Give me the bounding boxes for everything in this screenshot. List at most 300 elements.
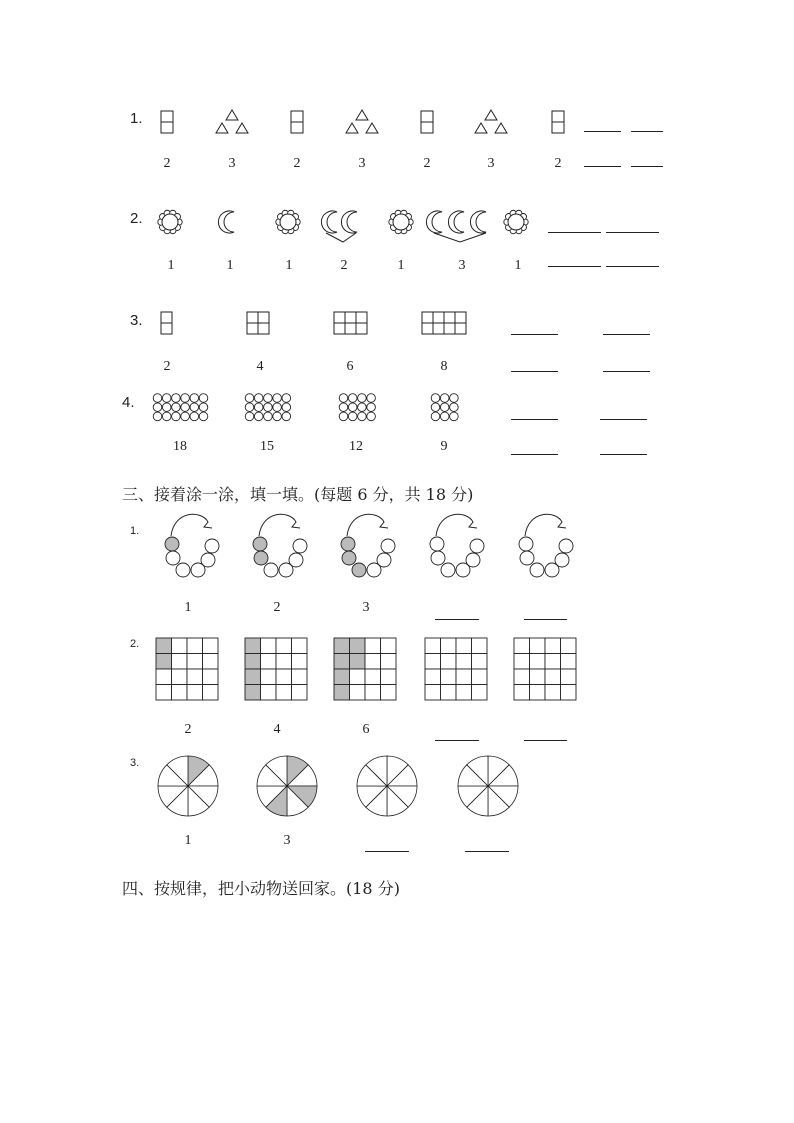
grid-cell — [245, 654, 261, 670]
q1-number: 2 — [423, 156, 431, 171]
moon-bracket — [434, 233, 486, 242]
array-circle — [264, 403, 273, 412]
bead-string — [171, 514, 212, 536]
array-circle — [431, 394, 440, 403]
array-circle — [245, 403, 254, 412]
triangle-icon — [356, 110, 368, 120]
grid-cell — [441, 685, 457, 701]
bead — [342, 551, 356, 565]
s3-q1-number: 3 — [362, 600, 370, 615]
grid-cell — [172, 669, 188, 685]
s3-q1-number: 1 — [184, 600, 192, 615]
grid-cell — [472, 669, 488, 685]
grid-cell — [381, 669, 397, 685]
array-circle — [153, 412, 162, 421]
square-grid — [161, 312, 172, 334]
s3-q3-pie-circles — [155, 754, 535, 818]
array-circle — [348, 403, 357, 412]
grid-cell — [472, 638, 488, 654]
grid-cell — [365, 638, 381, 654]
array-circle — [367, 394, 376, 403]
pie-circle — [158, 756, 218, 816]
grid-cell — [545, 669, 561, 685]
grid-cell — [441, 638, 457, 654]
grid-cell — [345, 323, 356, 334]
q1-number: 3 — [487, 156, 495, 171]
q3-number: 4 — [256, 359, 264, 374]
flower-center — [280, 214, 296, 230]
grid-cell — [203, 654, 219, 670]
grid-cell — [245, 669, 261, 685]
q4-label: 4. — [122, 394, 135, 411]
flower-icon — [276, 210, 300, 234]
grid-cell — [356, 323, 367, 334]
bead — [205, 539, 219, 553]
split-rectangle-icon — [552, 111, 564, 133]
s3-q2-answer-blank[interactable] — [435, 740, 479, 741]
grid-cell — [292, 685, 308, 701]
moon-icon — [426, 211, 442, 233]
split-rectangle-icon — [291, 111, 303, 133]
q2-number: 1 — [397, 258, 405, 273]
grid-cell — [187, 654, 203, 670]
grid-cell — [561, 638, 577, 654]
grid-cell — [514, 654, 530, 670]
grid-cell — [545, 654, 561, 670]
q3-label: 3. — [130, 312, 143, 329]
pie-circle — [458, 756, 518, 816]
flower-center — [508, 214, 524, 230]
grid-cell — [156, 654, 172, 670]
s3-q3-number: 3 — [283, 833, 291, 848]
grid-cell — [203, 638, 219, 654]
array-circle — [358, 412, 367, 421]
circle-array — [153, 394, 208, 421]
moon-group — [426, 211, 486, 242]
pie-circle — [357, 756, 417, 816]
q1-answer-blank[interactable] — [631, 131, 663, 132]
triangle-icon — [226, 110, 238, 120]
grid-cell — [261, 669, 277, 685]
grid-cell — [514, 685, 530, 701]
circle-array — [431, 394, 458, 421]
bead — [431, 551, 445, 565]
array-circle — [339, 412, 348, 421]
array-circle — [440, 412, 449, 421]
array-circle — [358, 394, 367, 403]
grid-cell — [381, 685, 397, 701]
s3-q2-grids — [155, 636, 585, 702]
array-circle — [450, 394, 459, 403]
grid-cell — [245, 685, 261, 701]
array-circle — [273, 412, 282, 421]
grid-cell — [161, 323, 172, 334]
grid-cell — [425, 669, 441, 685]
array-circle — [172, 403, 181, 412]
grid-cell — [345, 312, 356, 323]
q1-number: 2 — [163, 156, 171, 171]
pie-circle — [257, 756, 317, 816]
q3-number: 2 — [163, 359, 171, 374]
s3-q1-answer-blank[interactable] — [524, 619, 567, 620]
moon-group — [321, 211, 357, 242]
grid-cell — [425, 654, 441, 670]
grid-cell — [187, 669, 203, 685]
array-circle — [181, 412, 190, 421]
array-circle — [348, 412, 357, 421]
grid-cell — [425, 638, 441, 654]
array-circle — [199, 403, 208, 412]
q3-answer-blank[interactable] — [511, 371, 558, 372]
array-circle — [282, 394, 291, 403]
grid-cell — [514, 638, 530, 654]
array-circle — [339, 403, 348, 412]
grid-cell — [530, 685, 546, 701]
bead-string — [259, 514, 300, 536]
s3-q3-answer-blank[interactable] — [465, 851, 509, 852]
square-grid — [334, 638, 396, 700]
array-circle — [254, 403, 263, 412]
moon-icon — [218, 211, 234, 233]
grid-cell — [356, 312, 367, 323]
q4-answer-blank[interactable] — [600, 419, 647, 420]
grid-cell — [203, 669, 219, 685]
q2-number: 1 — [226, 258, 234, 273]
grid-cell — [334, 323, 345, 334]
q2-number: 2 — [340, 258, 348, 273]
q2-label: 2. — [130, 210, 143, 227]
grid-cell — [425, 685, 441, 701]
array-circle — [348, 394, 357, 403]
grid-cell — [455, 312, 466, 323]
q3-answer-blank[interactable] — [603, 371, 650, 372]
grid-cell — [156, 685, 172, 701]
grid-cell — [365, 685, 381, 701]
bead — [352, 563, 366, 577]
moon-bracket — [326, 233, 356, 242]
s3-q1-bead-rings — [155, 518, 595, 588]
bead — [559, 539, 573, 553]
grid-cell — [334, 669, 350, 685]
s3-q1-answer-blank[interactable] — [435, 619, 479, 620]
triangle-icon — [236, 123, 248, 133]
circle-array — [245, 394, 290, 421]
q1-number: 2 — [293, 156, 301, 171]
array-circle — [181, 403, 190, 412]
grid-cell — [456, 685, 472, 701]
bead-ring — [341, 514, 395, 577]
s3-q2-answer-blank[interactable] — [524, 740, 567, 741]
array-circle — [199, 394, 208, 403]
q2-pattern-shapes — [150, 205, 710, 245]
bead — [520, 551, 534, 565]
section3-heading: 三、接着涂一涂，填一填。(每题 6 分，共 18 分) — [122, 485, 474, 504]
q3-number: 8 — [440, 359, 448, 374]
flower-icon — [158, 210, 182, 234]
q1-label: 1. — [130, 110, 143, 127]
grid-cell — [530, 669, 546, 685]
bead — [430, 537, 444, 551]
q3-grid-shapes — [150, 310, 480, 340]
grid-cell — [187, 685, 203, 701]
array-circle — [162, 403, 171, 412]
s3-q1-label: 1. — [130, 525, 140, 537]
bead — [264, 563, 278, 577]
q3-number: 6 — [346, 359, 354, 374]
bead — [166, 551, 180, 565]
grid-cell — [350, 669, 366, 685]
grid-cell — [334, 638, 350, 654]
bead — [293, 539, 307, 553]
grid-cell — [258, 312, 269, 323]
array-circle — [282, 403, 291, 412]
q2-number: 1 — [514, 258, 522, 273]
s3-q2-number: 6 — [362, 722, 370, 737]
array-circle — [162, 412, 171, 421]
grid-cell — [276, 669, 292, 685]
bead — [176, 563, 190, 577]
grid-cell — [422, 323, 433, 334]
grid-cell — [444, 323, 455, 334]
q4-answer-blank[interactable] — [511, 454, 558, 455]
bead — [441, 563, 455, 577]
grid-cell — [350, 654, 366, 670]
q2-number: 1 — [285, 258, 293, 273]
array-circle — [245, 412, 254, 421]
grid-cell — [334, 654, 350, 670]
bead-string — [525, 514, 566, 536]
q1-pattern-shapes — [150, 108, 710, 138]
array-circle — [440, 394, 449, 403]
grid-cell — [365, 654, 381, 670]
array-circle — [190, 394, 199, 403]
q3-answer-blank[interactable] — [511, 334, 558, 335]
grid-cell — [292, 638, 308, 654]
grid-cell — [441, 654, 457, 670]
triangle-cluster-icon — [346, 110, 378, 133]
s3-q3-answer-blank[interactable] — [365, 851, 409, 852]
grid-cell — [444, 312, 455, 323]
triangle-icon — [366, 123, 378, 133]
triangle-cluster-icon — [216, 110, 248, 133]
flower-center — [162, 214, 178, 230]
grid-cell — [433, 323, 444, 334]
moon-icon — [321, 211, 337, 233]
bead — [530, 563, 544, 577]
square-grid — [247, 312, 269, 334]
bead — [381, 539, 395, 553]
q2-answer-blank[interactable] — [548, 266, 601, 267]
q1-answer-blank[interactable] — [631, 166, 663, 167]
array-circle — [153, 403, 162, 412]
q4-number: 18 — [173, 439, 187, 454]
q2-answer-blank[interactable] — [548, 232, 601, 233]
q4-circle-arrays — [150, 392, 480, 422]
grid-cell — [276, 685, 292, 701]
array-circle — [190, 412, 199, 421]
grid-cell — [276, 654, 292, 670]
array-circle — [190, 403, 199, 412]
grid-cell — [433, 312, 444, 323]
bead — [201, 553, 215, 567]
s3-q2-number: 4 — [273, 722, 281, 737]
bead — [289, 553, 303, 567]
grid-cell — [472, 685, 488, 701]
bead — [470, 539, 484, 553]
array-circle — [162, 394, 171, 403]
grid-cell — [247, 323, 258, 334]
grid-cell — [334, 685, 350, 701]
grid-cell — [334, 312, 345, 323]
square-grid — [514, 638, 576, 700]
grid-cell — [350, 638, 366, 654]
q4-number: 15 — [260, 439, 274, 454]
grid-cell — [472, 654, 488, 670]
array-circle — [199, 412, 208, 421]
grid-cell — [156, 638, 172, 654]
moon-icon — [341, 211, 357, 233]
q1-number: 3 — [358, 156, 366, 171]
square-grid — [425, 638, 487, 700]
array-circle — [367, 412, 376, 421]
grid-cell — [172, 685, 188, 701]
array-circle — [450, 403, 459, 412]
array-circle — [450, 412, 459, 421]
triangle-icon — [475, 123, 487, 133]
grid-cell — [261, 685, 277, 701]
q2-answer-blank[interactable] — [606, 266, 659, 267]
array-circle — [358, 403, 367, 412]
array-circle — [339, 394, 348, 403]
q2-answer-blank[interactable] — [606, 232, 659, 233]
moon-icon — [470, 211, 486, 233]
bead — [377, 553, 391, 567]
grid-cell — [261, 638, 277, 654]
grid-cell — [203, 685, 219, 701]
s3-q2-number: 2 — [184, 722, 192, 737]
flower-icon — [389, 210, 413, 234]
s3-q3-label: 3. — [130, 757, 140, 769]
flower-center — [393, 214, 409, 230]
grid-cell — [258, 323, 269, 334]
grid-cell — [381, 638, 397, 654]
grid-cell — [156, 669, 172, 685]
q3-answer-blank[interactable] — [603, 334, 650, 335]
array-circle — [273, 394, 282, 403]
q1-number: 2 — [554, 156, 562, 171]
s3-q1-number: 2 — [273, 600, 281, 615]
bead — [165, 537, 179, 551]
split-rectangle-icon — [161, 111, 173, 133]
triangle-icon — [216, 123, 228, 133]
section4-heading: 四、按规律，把小动物送回家。(18 分) — [122, 879, 400, 898]
array-circle — [273, 403, 282, 412]
q2-number: 1 — [167, 258, 175, 273]
grid-cell — [456, 654, 472, 670]
array-circle — [153, 394, 162, 403]
square-grid — [245, 638, 307, 700]
bead-string — [436, 514, 477, 536]
array-circle — [367, 403, 376, 412]
bead — [555, 553, 569, 567]
array-circle — [282, 412, 291, 421]
array-circle — [431, 412, 440, 421]
grid-cell — [292, 654, 308, 670]
grid-cell — [261, 654, 277, 670]
grid-cell — [561, 654, 577, 670]
grid-cell — [381, 654, 397, 670]
grid-cell — [292, 669, 308, 685]
grid-cell — [172, 638, 188, 654]
triangle-cluster-icon — [475, 110, 507, 133]
moon-group — [218, 211, 234, 233]
q2-number: 3 — [458, 258, 466, 273]
grid-cell — [514, 669, 530, 685]
array-circle — [172, 412, 181, 421]
q1-number: 3 — [228, 156, 236, 171]
q4-number: 12 — [349, 439, 363, 454]
grid-cell — [350, 685, 366, 701]
s3-q2-label: 2. — [130, 638, 140, 650]
square-grid — [156, 638, 218, 700]
grid-cell — [456, 638, 472, 654]
q4-number: 9 — [440, 439, 448, 454]
triangle-icon — [485, 110, 497, 120]
grid-cell — [561, 669, 577, 685]
flower-icon — [504, 210, 528, 234]
triangle-icon — [495, 123, 507, 133]
grid-cell — [365, 669, 381, 685]
bead-ring — [430, 514, 484, 577]
square-grid — [334, 312, 367, 334]
bead — [519, 537, 533, 551]
s3-q3-number: 1 — [184, 833, 192, 848]
array-circle — [254, 412, 263, 421]
bead-ring — [253, 514, 307, 577]
q1-answer-blank[interactable] — [584, 166, 621, 167]
grid-cell — [422, 312, 433, 323]
q4-answer-blank[interactable] — [511, 419, 558, 420]
square-grid — [422, 312, 466, 334]
array-circle — [254, 394, 263, 403]
array-circle — [172, 394, 181, 403]
bead — [254, 551, 268, 565]
grid-cell — [530, 654, 546, 670]
q4-answer-blank[interactable] — [600, 454, 647, 455]
q1-answer-blank[interactable] — [584, 131, 621, 132]
bead — [466, 553, 480, 567]
grid-cell — [455, 323, 466, 334]
array-circle — [264, 412, 273, 421]
array-circle — [440, 403, 449, 412]
grid-cell — [276, 638, 292, 654]
bead-ring — [165, 514, 219, 577]
split-rectangle-icon — [421, 111, 433, 133]
bead — [341, 537, 355, 551]
array-circle — [264, 394, 273, 403]
array-circle — [431, 403, 440, 412]
grid-cell — [441, 669, 457, 685]
array-circle — [181, 394, 190, 403]
grid-cell — [456, 669, 472, 685]
grid-cell — [245, 638, 261, 654]
grid-cell — [545, 685, 561, 701]
circle-array — [339, 394, 375, 421]
triangle-icon — [346, 123, 358, 133]
grid-cell — [530, 638, 546, 654]
grid-cell — [172, 654, 188, 670]
grid-cell — [247, 312, 258, 323]
